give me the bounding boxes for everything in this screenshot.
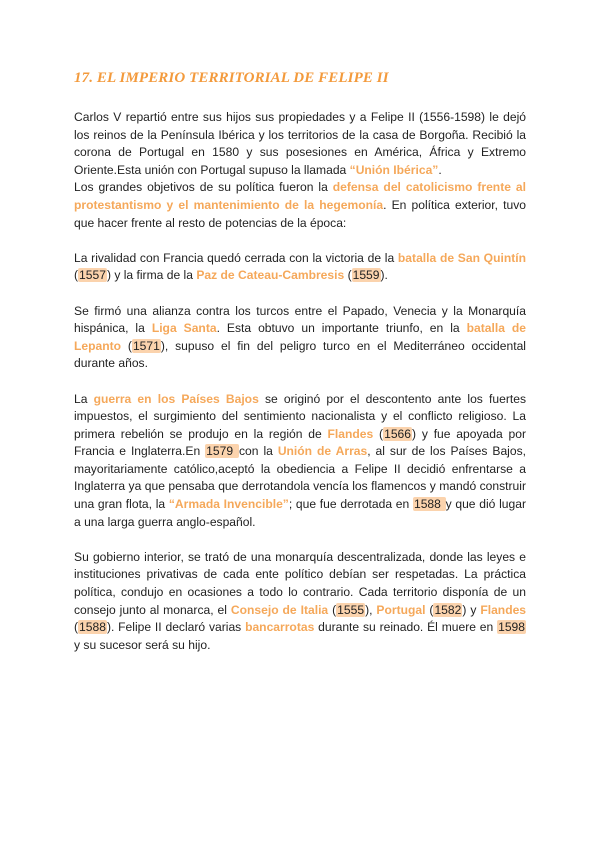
text-run: con la [239,444,278,459]
paragraph-p5 [74,391,526,532]
text-run: ), [365,602,377,617]
highlighted-term: “Unión Ibérica” [349,162,439,177]
highlighted-year: 1588 [79,620,106,635]
highlighted-term: defensa del catolicismo frente al protestantismo y el mantenimiento de la hegemonía [74,180,526,212]
text-run: . Esta obtuvo un importante triunfo, en la [216,321,467,336]
text-run: ( [74,268,79,283]
text-run: ). [380,268,388,283]
paragraph-spacer [74,373,526,391]
paragraph-spacer [74,285,526,303]
highlighted-year: 1566 [384,426,411,441]
text-run: durante su reinado. Él muere en [314,620,498,635]
highlighted-term: Liga Santa [151,321,217,336]
text-run: ( [121,338,132,353]
highlighted-term: bancarrotas [245,620,315,635]
text-run: ; que fue derrotada en [288,497,413,512]
text-run: . [438,162,442,177]
paragraph-spacer [74,531,526,549]
text-run: Su gobierno interior, se trató de una monarquía descentralizada, donde las leyes e instituciones privativas de cada ente político debían ser respetadas. La práctica política, condujo en ocasiones a todo lo contrario. Cada territorio disponía de un consejo junto al monarca, el [74,549,526,617]
text-run: y su sucesor será su hijo. [74,637,211,652]
highlighted-year: 1588 [413,497,445,512]
highlighted-year: 1555 [337,602,365,617]
text-run: ( [328,602,337,617]
text-run: ) y fue apoyada por Francia e Inglaterra.En [74,426,526,459]
highlighted-term: Unión de Arras [277,444,368,459]
paragraph-p3 [74,250,526,285]
text-run: Se firmó una alianza contra los turcos entre el Papado, Venecia y la Monarquía hispánica, la [74,303,526,336]
text-run: ( [425,602,434,617]
paragraph-p4 [74,303,526,373]
highlighted-year: 1557 [79,268,106,283]
highlighted-term: Portugal [376,602,426,617]
text-run: Carlos V repartió entre sus hijos sus propiedades y a Felipe II (1556-1598) le dejó los reinos de la Península Ibérica y los territorios de la casa de Borgoña. Recibió la corona de Portugal en 1580 y sus posesiones en América, África y Extremo Oriente.Esta unión con Portugal supuso la llamada [74,110,526,177]
text-run: ( [74,620,79,635]
highlighted-term: Consejo de Italia [230,602,329,617]
text-run: se originó por el descontento ante los fuertes impuestos, el surgimiento del sentimiento nacionalista y el conflicto religioso. La primera rebelión se produjo en la región de [74,391,526,441]
text-run: ( [373,426,384,441]
highlighted-term: guerra en los Países Bajos [93,391,259,406]
paragraph-p1 [74,109,526,179]
highlighted-term: batalla de San Quintín [397,250,526,265]
text-run: ). Felipe II declaró varias [106,620,246,635]
page-title: 17. EL IMPERIO TERRITORIAL DE FELIPE II [74,70,389,86]
text-run: , al sur de los Países Bajos, mayoritariamente católico,aceptó la obediencia a Felipe II decidió enfrentarse a Inglaterra ya que pensaba que derrotandola vencía los flamencos y mandó construir una gran flota, la [74,444,526,512]
text-run: . En política exterior, tuvo que hacer frente al resto de potencias de la época: [74,197,526,230]
text-run: ), supuso el fin del peligro turco en el Mediterráneo occidental durante años. [74,338,526,371]
text-run: La rivalidad con Francia quedó cerrada con la victoria de la [74,250,398,265]
document-page [74,70,526,654]
highlighted-year: 1571 [132,338,160,353]
document-body [74,109,526,654]
highlighted-year: 1579 [206,444,238,459]
text-run: La [74,391,94,406]
text-run: Los grandes objetivos de su política fueron la [74,180,333,195]
text-run: y que dió lugar a una larga guerra anglo-español. [74,497,526,529]
highlighted-year: 1559 [352,268,380,283]
highlighted-term: Flandes [480,602,527,617]
highlighted-term: Paz de Cateau-Cambresis [196,268,345,283]
highlighted-term: batalla de Lepanto [74,321,527,353]
highlighted-term: Flandes [327,426,374,441]
highlighted-term: “Armada Invencible” [168,497,289,512]
text-run: ) y la firma de la [106,268,197,283]
text-run: ) y [462,602,481,617]
text-run: ( [344,268,352,283]
paragraph-p6 [74,549,526,655]
highlighted-year: 1582 [434,602,462,617]
paragraph-p2 [74,179,526,232]
highlighted-year: 1598 [498,620,525,635]
paragraph-spacer [74,232,526,250]
